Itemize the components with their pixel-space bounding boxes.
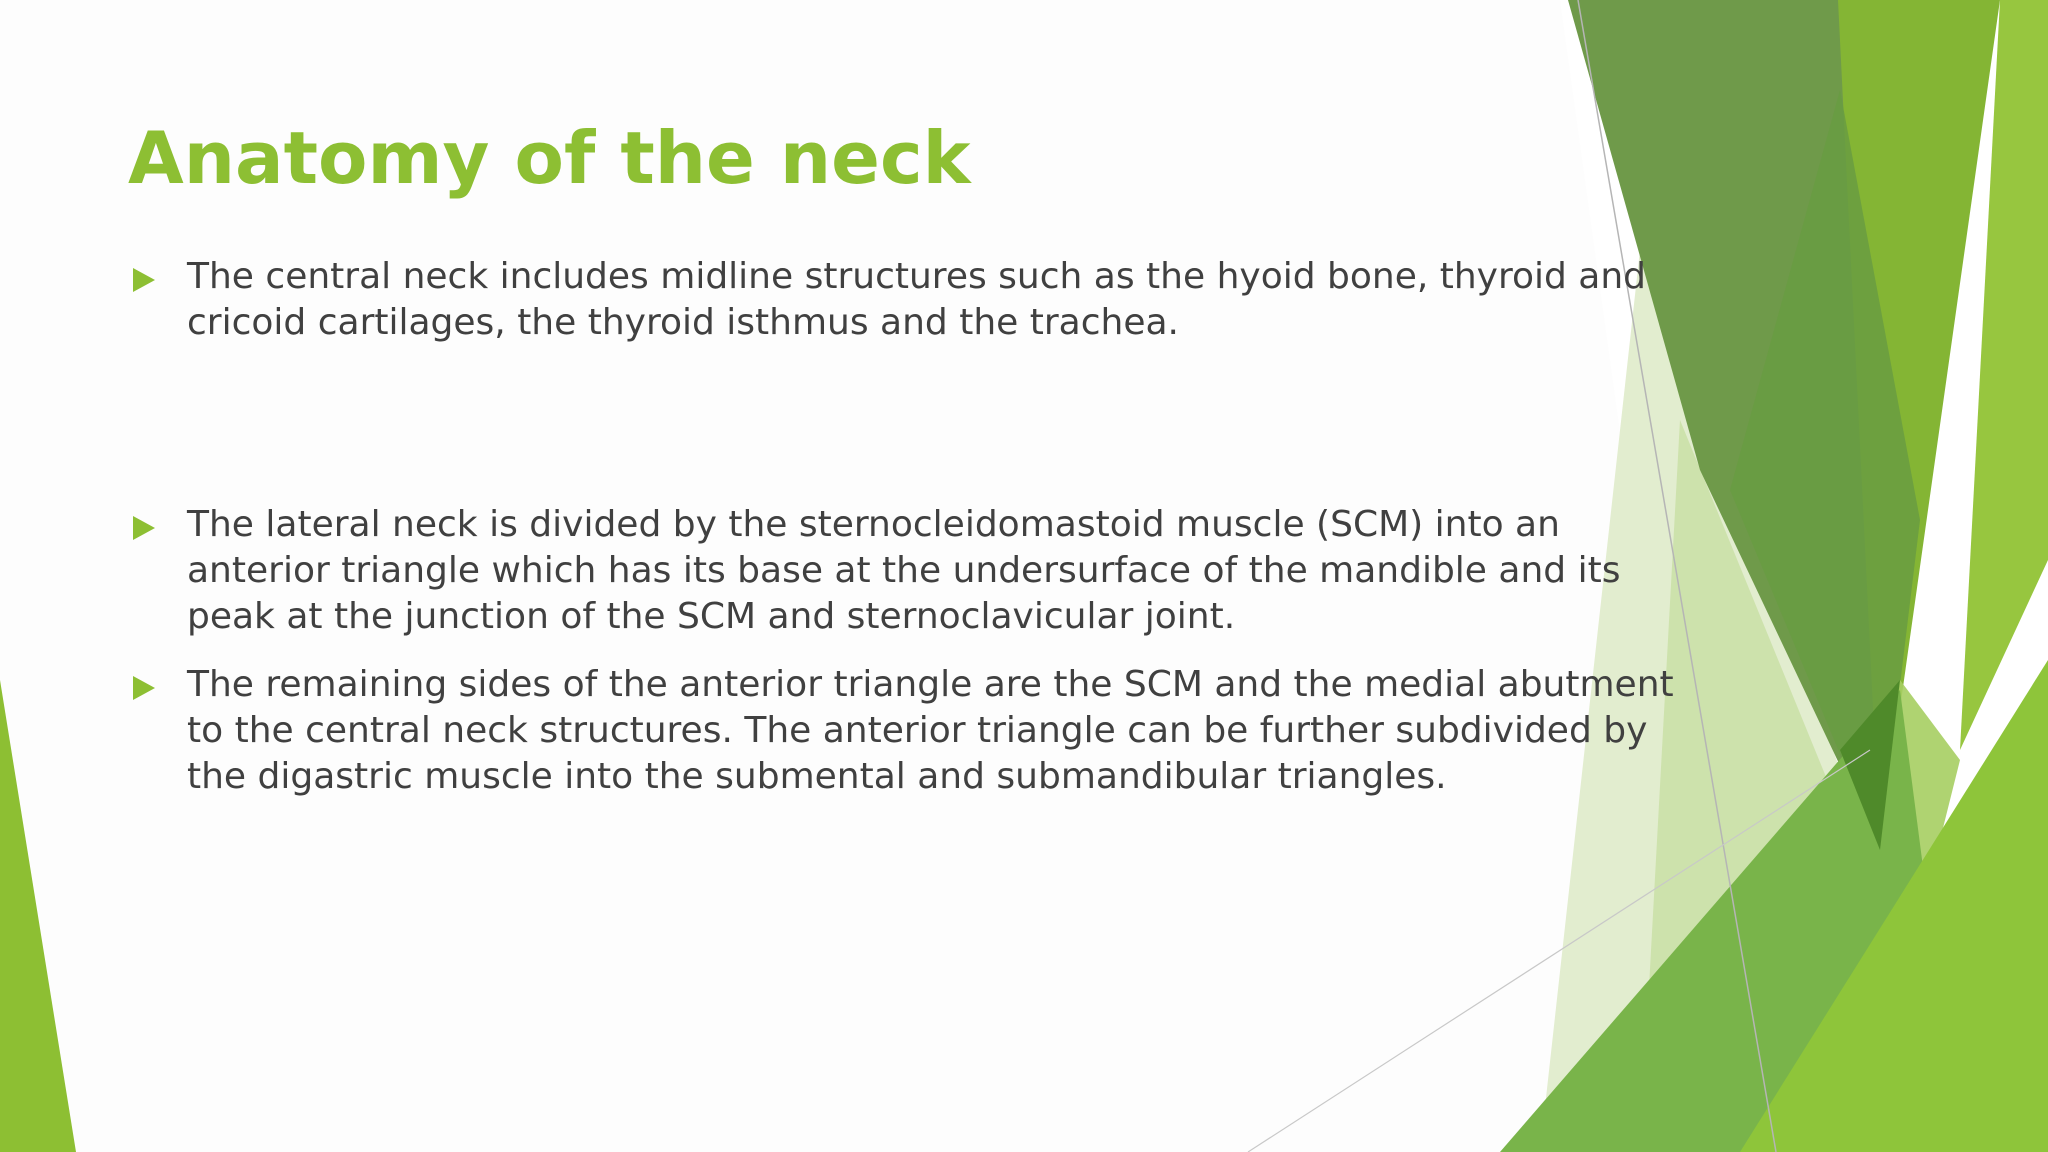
bullet-text: The central neck includes midline structures such as the hyoid bone, thyroid and cricoid cartilages, the thyroid isthmus and the trachea. [187,256,1647,343]
triangle-right-icon [133,676,155,700]
deco-left-sliver [0,680,76,1152]
bullet-item-anterior-triangle [128,662,1674,800]
bullet-item-lateral-neck [128,502,1621,640]
bullet-item-central-neck [128,254,1647,346]
triangle-right-icon [133,516,155,540]
bullet-text: The lateral neck is divided by the sternocleidomastoid muscle (SCM) into an anterior triangle which has its base at the undersurface of the mandible and its peak at the junction of the SCM and sternoclavicular joint. [187,504,1621,637]
triangle-right-icon [133,268,155,292]
slide-title: Anatomy of the neck [128,116,971,200]
bullet-text: The remaining sides of the anterior triangle are the SCM and the medial abutment to the central neck structures. The anterior triangle can be further subdivided by the digastric muscle into the submental and submandibular triangles. [187,664,1674,797]
